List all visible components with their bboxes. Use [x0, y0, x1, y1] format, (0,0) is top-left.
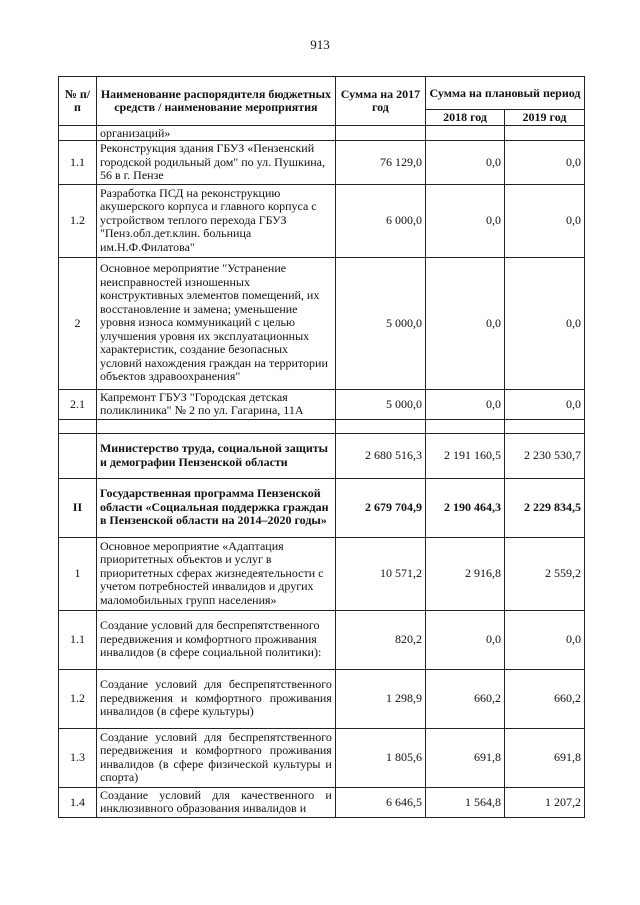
table-row — [59, 537, 585, 610]
row-sum-2019 — [504, 419, 584, 433]
table-row — [59, 257, 585, 389]
row-sum-2019: 1 207,2 — [504, 787, 584, 817]
header-year-2019: 2019 год — [504, 110, 584, 126]
row-name: Создание условий для беспрепятственного передвижения и комфортного проживания инвалидов (в сфере физической культуры и спорта) — [96, 728, 335, 787]
row-sum-2018: 2 191 160,5 — [426, 433, 505, 478]
row-sum-2017: 6 646,5 — [335, 787, 425, 817]
table-body — [59, 126, 585, 818]
row-sum-2017: 10 571,2 — [335, 537, 425, 610]
row-name: Создание условий для беспрепятственного передвижения и комфортного проживания инвалидов (в сфере социальной политики): — [96, 610, 335, 669]
table-row-ministry — [59, 433, 585, 478]
table-row — [59, 610, 585, 669]
row-name: Разработка ПСД на реконструкцию акушерского корпуса и главного корпуса с устройством теплого перехода ГБУЗ "Пенз.обл.дет.клин. больница им.Н.Ф.Филатова" — [96, 184, 335, 257]
row-name: Реконструкция здания ГБУЗ «Пензенский городской родильный дом" по ул. Пушкина, 56 в г. Пензе — [96, 141, 335, 185]
row-num: 1.1 — [59, 610, 97, 669]
row-sum-2018: 1 564,8 — [426, 787, 505, 817]
row-name: Министерство труда, социальной защиты и демографии Пензенской области — [96, 433, 335, 478]
row-name: Основное мероприятие "Устранение неисправностей изношенных конструктивных элементов помещений, их восстановление и замена; уменьшение уровня износа коммуникаций с целью улучшения уровня их эксплуатационных характеристик, создание безопасных условий нахождения граждан на территории объектов здравоохранения" — [96, 257, 335, 389]
row-sum-2019: 691,8 — [504, 728, 584, 787]
row-num: 2.1 — [59, 389, 97, 419]
header-planned-period: Сумма на плановый период — [426, 77, 585, 110]
row-num — [59, 433, 97, 478]
table-row — [59, 389, 585, 419]
row-sum-2017: 820,2 — [335, 610, 425, 669]
row-sum-2017: 5 000,0 — [335, 389, 425, 419]
row-sum-2019: 660,2 — [504, 669, 584, 728]
row-name: Создание условий для качественного и инклюзивного образования инвалидов и — [96, 787, 335, 817]
page-number: 913 — [310, 37, 330, 52]
row-sum-2017: 5 000,0 — [335, 257, 425, 389]
header-sum-2017: Сумма на 2017 год — [335, 77, 425, 126]
row-sum-2018: 0,0 — [426, 389, 505, 419]
row-name: Основное мероприятие «Адаптация приоритетных объектов и услуг в приоритетных сферах жизнедеятельности с учетом потребностей инвалидов и других маломобильных групп населения» — [96, 537, 335, 610]
table-row — [59, 141, 585, 185]
row-sum-2017: 2 680 516,3 — [335, 433, 425, 478]
row-sum-2017: 76 129,0 — [335, 141, 425, 185]
row-name — [96, 419, 335, 433]
row-sum-2018: 660,2 — [426, 669, 505, 728]
row-sum-2017: 2 679 704,9 — [335, 478, 425, 537]
row-num: 1.4 — [59, 787, 97, 817]
row-num — [59, 419, 97, 433]
row-name: организаций» — [96, 126, 335, 141]
row-name: Государственная программа Пензенской области «Социальная поддержка граждан в Пензенской области на 2014–2020 годы» — [96, 478, 335, 537]
row-sum-2019: 0,0 — [504, 141, 584, 185]
row-num: 1.3 — [59, 728, 97, 787]
row-sum-2018: 691,8 — [426, 728, 505, 787]
row-sum-2017 — [335, 419, 425, 433]
row-sum-2017: 1 805,6 — [335, 728, 425, 787]
row-num: II — [59, 478, 97, 537]
table-row-empty — [59, 419, 585, 433]
row-sum-2017: 1 298,9 — [335, 669, 425, 728]
header-name: Наименование распорядителя бюджетных средств / наименование мероприятия — [96, 77, 335, 126]
row-sum-2018: 0,0 — [426, 141, 505, 185]
row-sum-2018 — [426, 126, 505, 141]
row-sum-2018: 2 916,8 — [426, 537, 505, 610]
row-sum-2017: 6 000,0 — [335, 184, 425, 257]
row-sum-2018: 0,0 — [426, 257, 505, 389]
row-sum-2019: 0,0 — [504, 610, 584, 669]
row-sum-2017 — [335, 126, 425, 141]
header-year-2018: 2018 год — [426, 110, 505, 126]
table-row-program — [59, 478, 585, 537]
row-num: 1.2 — [59, 184, 97, 257]
row-sum-2019: 0,0 — [504, 257, 584, 389]
row-num — [59, 126, 97, 141]
table-row — [59, 669, 585, 728]
row-name: Создание условий для беспрепятственного передвижения и комфортного проживания инвалидов (в сфере культуры) — [96, 669, 335, 728]
row-sum-2019: 2 230 530,7 — [504, 433, 584, 478]
budget-table — [58, 76, 585, 818]
row-num: 2 — [59, 257, 97, 389]
row-name: Капремонт ГБУЗ "Городская детская поликлиника" № 2 по ул. Гагарина, 11А — [96, 389, 335, 419]
row-sum-2018 — [426, 419, 505, 433]
table-row — [59, 184, 585, 257]
row-sum-2019: 0,0 — [504, 184, 584, 257]
header-num: № п/п — [59, 77, 97, 126]
row-num: 1 — [59, 537, 97, 610]
row-sum-2019: 2 229 834,5 — [504, 478, 584, 537]
row-num: 1.2 — [59, 669, 97, 728]
table-header — [59, 77, 585, 126]
table-row — [59, 787, 585, 817]
row-sum-2019 — [504, 126, 584, 141]
row-sum-2018: 0,0 — [426, 610, 505, 669]
row-num: 1.1 — [59, 141, 97, 185]
row-sum-2018: 2 190 464,3 — [426, 478, 505, 537]
row-sum-2019: 0,0 — [504, 389, 584, 419]
table-row — [59, 126, 585, 141]
table-row — [59, 728, 585, 787]
row-sum-2019: 2 559,2 — [504, 537, 584, 610]
row-sum-2018: 0,0 — [426, 184, 505, 257]
